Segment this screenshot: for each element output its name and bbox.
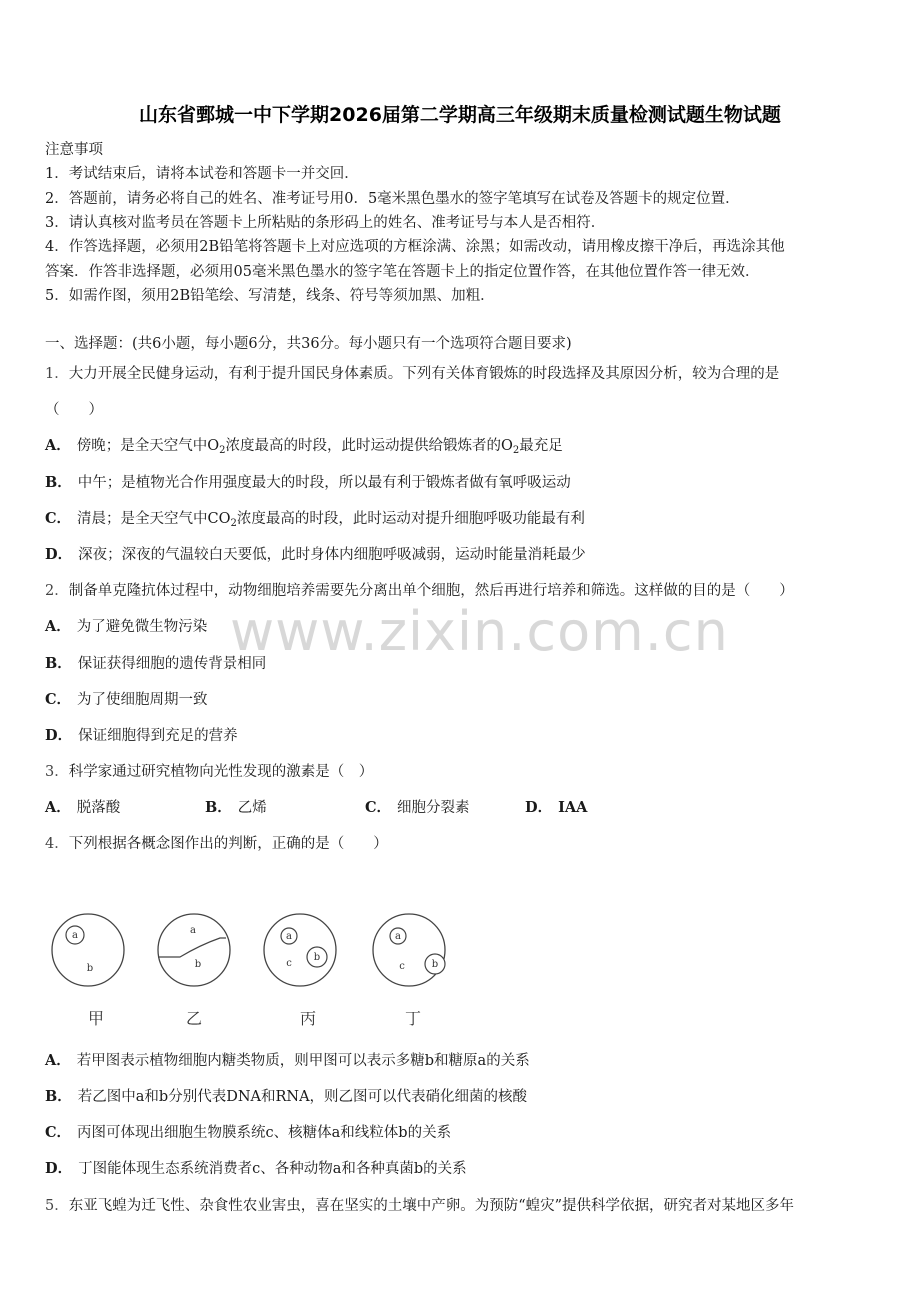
diagram-jia-outer-circle <box>52 914 124 986</box>
letter-a: a <box>72 930 78 941</box>
option-label: B． <box>45 655 72 672</box>
option-d[interactable] <box>45 724 238 745</box>
option-label: A． <box>45 1052 71 1069</box>
notice-item: 5．如需作图，须用2B铅笔绘、写清楚，线条、符号等须加黑、加粗． <box>45 288 495 304</box>
figure-label-jia: 甲 <box>88 1009 105 1028</box>
option-c[interactable] <box>365 796 470 817</box>
option-b[interactable] <box>205 796 267 817</box>
option-label: A． <box>45 799 71 816</box>
diagram-ding-outer-circle <box>373 914 445 986</box>
option-label: D． <box>45 546 73 563</box>
question-4-stem <box>45 832 388 853</box>
letter-c: c <box>286 958 292 969</box>
option-text: 为了避免微生物污染 <box>76 619 208 635</box>
question-5-stem <box>45 1194 794 1215</box>
option-text: 若乙图中a和b分别代表DNA和RNA，则乙图可以代表硝化细菌的核酸 <box>77 1089 528 1105</box>
letter-b: b <box>313 952 321 963</box>
question-3-stem <box>45 760 373 781</box>
option-label: C． <box>45 691 72 708</box>
document-title: 山东省鄄城一中下学期2026届第二学期高三年级期末质量检测试题生物试题 <box>139 104 781 126</box>
notice-heading: 注意事项 <box>45 142 103 158</box>
answer-paren: （ ） <box>45 402 103 418</box>
option-c[interactable] <box>45 688 208 709</box>
option-a[interactable] <box>45 434 563 456</box>
option-label: C． <box>45 510 72 527</box>
option-b[interactable] <box>45 471 571 492</box>
letter-c: c <box>399 961 405 972</box>
question-number: 2． <box>45 583 69 599</box>
option-text: 浓度最高的时段，此时运动提供给锻炼者的O <box>225 438 513 454</box>
letter-b: b <box>86 963 94 974</box>
option-a[interactable] <box>45 1049 530 1070</box>
diagram-yi-divider <box>158 938 226 957</box>
question-text: 大力开展全民健身运动，有利于提升国民身体素质。下列有关体育锻炼的时段选择及其原因分析，较为合理的是 <box>68 366 780 382</box>
section-heading: 一、选择题：(共6小题，每小题6分，共36分。每小题只有一个选项符合题目要求) <box>45 336 572 352</box>
option-label: D． <box>45 727 73 744</box>
option-d[interactable] <box>45 1157 467 1178</box>
figure-label-ding: 丁 <box>405 1009 422 1028</box>
option-label: B． <box>45 1088 72 1105</box>
option-a[interactable] <box>45 796 120 817</box>
option-text: 保证细胞得到充足的营养 <box>78 728 238 744</box>
option-text: 脱落酸 <box>76 800 121 816</box>
option-text: 丙图可体现出细胞生物膜系统c、核糖体a和线粒体b的关系 <box>77 1125 452 1141</box>
option-c[interactable] <box>45 1121 451 1142</box>
option-text: 浓度最高的时段，此时运动对提升细胞呼吸功能最有利 <box>236 511 585 527</box>
option-d[interactable] <box>45 543 586 564</box>
option-text: 为了使细胞周期一致 <box>77 692 208 708</box>
question-text: 下列根据各概念图作出的判断，正确的是（ ） <box>68 836 388 852</box>
option-text: 保证获得细胞的遗传背景相同 <box>77 656 267 672</box>
option-text: 深夜；深夜的气温较白天要低，此时身体内细胞呼吸减弱，运动时能量消耗最少 <box>78 547 586 563</box>
notice-item: 答案．作答非选择题，必须用05毫米黑色墨水的签字笔在答题卡上的指定位置作答，在其他位置作答一律无效． <box>45 264 760 280</box>
notice-item: 4．作答选择题，必须用2B铅笔将答题卡上对应选项的方框涂满、涂黑；如需改动，请用橡皮擦干净后，再选涂其他 <box>45 239 785 255</box>
option-b[interactable] <box>45 652 266 673</box>
letter-a: a <box>190 925 196 936</box>
watermark: www.zixin.com.cn <box>230 600 729 663</box>
subscript: 2 <box>219 445 226 456</box>
option-label: A． <box>45 618 71 635</box>
notice-item: 2．答题前，请务必将自己的姓名、准考证号用0．5毫米黑色墨水的签字笔填写在试卷及答题卡的规定位置． <box>45 191 740 207</box>
question-1-stem <box>45 362 779 383</box>
notice-item: 3．请认真核对监考员在答题卡上所粘贴的条形码上的姓名、准考证号与本人是否相符． <box>45 215 606 231</box>
option-label: C． <box>45 1124 72 1141</box>
option-label: B． <box>45 474 72 491</box>
figure-label-yi: 乙 <box>186 1009 203 1028</box>
option-a[interactable] <box>45 615 207 636</box>
subscript: 2 <box>512 445 520 456</box>
option-label: C． <box>365 799 392 816</box>
concept-diagrams <box>40 905 460 1005</box>
figure-label-bing: 丙 <box>300 1009 317 1028</box>
question-text: 科学家通过研究植物向光性发现的激素是（ ） <box>68 764 374 780</box>
option-text: 乙烯 <box>237 800 267 816</box>
letter-a: a <box>286 931 292 942</box>
notice-item: 1．考试结束后，请将本试卷和答题卡一并交回． <box>45 166 359 182</box>
letter-a: a <box>395 931 401 942</box>
subscript: 2 <box>230 518 237 529</box>
option-text: 细胞分裂素 <box>397 800 470 816</box>
question-text: 制备单克隆抗体过程中，动物细胞培养需要先分离出单个细胞，然后再进行培养和筛选。这样做的目的是（ ） <box>68 583 794 599</box>
option-text: 若甲图表示植物细胞内糖类物质，则甲图可以表示多糖b和糖原a的关系 <box>76 1053 530 1069</box>
option-text: IAA <box>558 799 588 816</box>
option-text: 清晨；是全天空气中CO <box>77 511 231 527</box>
option-label: A． <box>45 437 71 454</box>
question-number: 3． <box>45 764 69 780</box>
option-text: 最充足 <box>519 438 563 454</box>
letter-b: b <box>194 959 202 970</box>
diagram-bing-outer-circle <box>264 914 336 986</box>
option-label: D． <box>525 799 553 816</box>
question-number: 5． <box>45 1198 69 1214</box>
option-b[interactable] <box>45 1085 527 1106</box>
question-text: 东亚飞蝗为迁飞性、杂食性农业害虫，喜在坚实的土壤中产卵。为预防“蝗灾”提供科学依据，研究者对某地区多年 <box>68 1198 795 1214</box>
option-label: D． <box>45 1160 73 1177</box>
question-number: 4． <box>45 836 69 852</box>
option-label: B． <box>205 799 232 816</box>
question-2-stem <box>45 579 794 600</box>
option-text: 丁图能体现生态系统消费者c、各种动物a和各种真菌b的关系 <box>78 1161 467 1177</box>
option-text: 中午；是植物光合作用强度最大的时段，所以最有利于锻炼者做有氧呼吸运动 <box>77 475 571 491</box>
option-d[interactable] <box>525 796 587 817</box>
letter-b: b <box>431 959 439 970</box>
option-text: 傍晚；是全天空气中O <box>76 438 220 454</box>
question-number: 1． <box>45 366 69 382</box>
option-c[interactable] <box>45 507 585 529</box>
